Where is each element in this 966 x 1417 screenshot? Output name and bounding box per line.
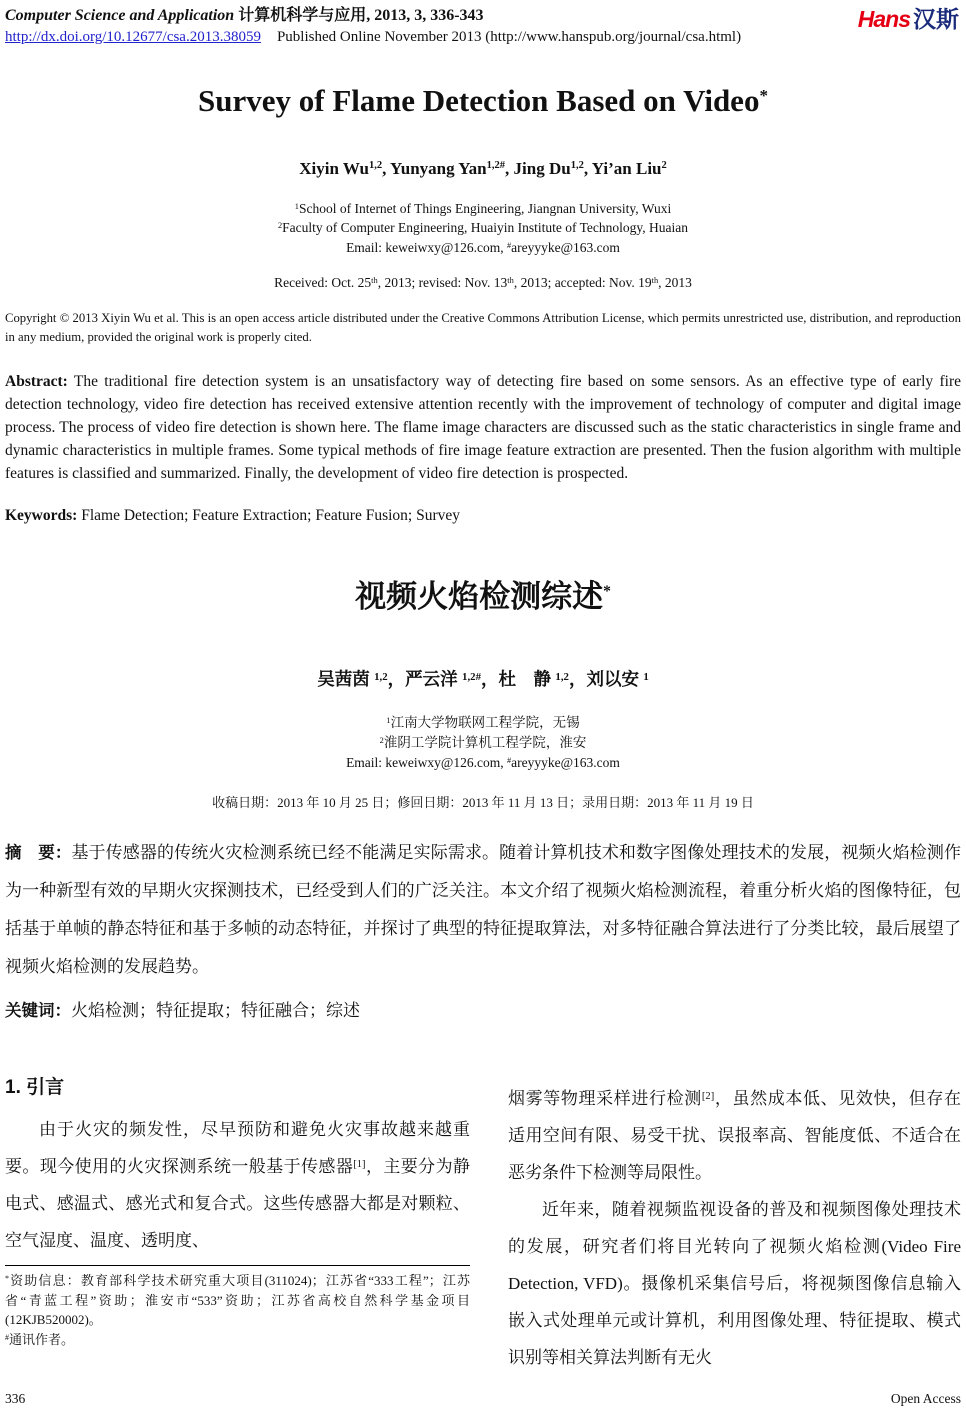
email-line-zh xyxy=(5,753,961,773)
author-en: , Jing Du xyxy=(505,158,571,178)
copyright-notice: Copyright © 2013 Xiyin Wu et al. This is an open access article distributed under the Creative Commons Attribution License, which permits unrestricted use, distribution, and reproduction in any medium, provided the original work is properly cited. xyxy=(5,311,961,345)
corr-sup: # xyxy=(5,1332,10,1342)
email-sup: # xyxy=(506,756,512,766)
author-zh: ，刘以安 xyxy=(568,669,644,690)
affiliation-line xyxy=(5,199,961,219)
open-access-label: Open Access xyxy=(890,1391,961,1406)
published-online-text: Published Online November 2013 (http://www.hanspub.org/journal/csa.html) xyxy=(276,29,742,45)
keywords-zh xyxy=(5,992,961,1030)
author-affil-sup: 1,2# xyxy=(462,670,482,683)
intro-paragraph-1 xyxy=(5,1111,470,1259)
author-affil-sup: 2 xyxy=(661,160,667,172)
author-affil-sup: 1,2 xyxy=(555,670,569,683)
funding-text: 资助信息：教育部科学技术研究重大项目(311024)；江苏省“333工程”；江苏省“青蓝工程”资助；淮安市“533”资助；江苏省高校自然科学基金项目(12KJB520002)。 xyxy=(5,1273,470,1328)
author-affil-sup: 1,2 xyxy=(374,670,388,683)
email-pre: Email: keweiwxy@126.com, xyxy=(346,755,507,771)
affil-sup: 2 xyxy=(277,221,283,231)
affil-text: 淮阴工学院计算机工程学院，淮安 xyxy=(383,735,587,751)
abstract-zh-text: 基于传感器的传统火灾检测系统已经不能满足实际需求。随着计算机技术和数字图像处理技术的发展，视频火焰检测作为一种新型有效的早期火灾探测技术，已经受到人们的广泛关注。本文介绍了视频火焰检测流程，着重分析火焰的图像特征，包括基于单帧的静态特征和基于多帧的动态特征，并探讨了典型的特征提取算法，对多特征融合算法进行了分类比较，最后展望了视频火焰检测的发展趋势。 xyxy=(5,843,961,977)
funding-info xyxy=(5,1271,470,1330)
author-affil-sup: 1 xyxy=(643,670,649,683)
hans-logo-zh: 汉斯 xyxy=(913,6,959,32)
affiliations-zh xyxy=(5,713,961,773)
right-column xyxy=(508,1070,961,1376)
page-header xyxy=(5,6,961,49)
author-affil-sup: 1,2 xyxy=(369,160,383,172)
funding-footnote xyxy=(5,1265,470,1349)
received-sup: th xyxy=(651,276,659,286)
journal-name-en: Computer Science and Application xyxy=(5,7,235,24)
abstract-zh-label: 摘 要： xyxy=(5,844,72,863)
intro-p1c-text: ，虽然成本低、见效快，但存在适用空间有限、易受干扰、误报率高、智能度低、不适合在恶劣条件下检测等局限性。 xyxy=(508,1089,962,1183)
affil-text: Faculty of Computer Engineering, Huaiyin Institute of Technology, Huaian xyxy=(282,220,689,236)
affiliations-en xyxy=(5,199,961,258)
affil-text: 江南大学物联网工程学院，无锡 xyxy=(390,715,580,731)
page-number: 336 xyxy=(5,1391,26,1406)
email-post: areyyyke@163.com xyxy=(511,755,620,771)
received-seg: , 2013 xyxy=(658,275,692,291)
author-zh: ，杜 静 xyxy=(481,669,556,690)
corr-text: 通讯作者。 xyxy=(9,1331,75,1347)
author-affil-sup: 1,2 xyxy=(570,160,584,172)
doi-line xyxy=(5,27,961,49)
hans-logo-en: Hans xyxy=(857,6,910,32)
journal-title-line xyxy=(5,6,961,26)
email-sup: # xyxy=(506,240,512,250)
keywords-label: Keywords: xyxy=(5,507,78,525)
paper-title-zh-text: 视频火焰检测综述 xyxy=(355,579,604,615)
affiliation-line xyxy=(5,218,961,238)
paper-title-en xyxy=(5,83,961,119)
section-1-heading: 1. 引言 xyxy=(5,1077,65,1099)
received-line-zh: 收稿日期：2013 年 10 月 25 日；修回日期：2013 年 11 月 13 日；录用日期：2013 年 11 月 19 日 xyxy=(212,795,754,811)
hans-publisher-logo xyxy=(858,8,959,31)
body-columns xyxy=(5,1070,961,1376)
received-seg: , 2013; accepted: Nov. 19 xyxy=(513,275,652,291)
title-zh-asterisk: * xyxy=(603,583,611,601)
affil-text: School of Internet of Things Engineering, Jiangnan University, Wuxi xyxy=(298,200,672,216)
journal-name-zh: 计算机科学与应用, 2013, 3, 336-343 xyxy=(234,7,484,24)
affil-sup: 2 xyxy=(379,736,384,746)
authors-en xyxy=(5,159,961,179)
received-line-en xyxy=(5,275,961,291)
received-seg: , 2013; revised: Nov. 13 xyxy=(377,275,508,291)
paper-title-en-text: Survey of Flame Detection Based on Video xyxy=(198,82,760,118)
author-en: , Yi’an Liu xyxy=(583,158,662,178)
intro-paragraph-2: 近年来，随着视频监视设备的普及和视频图像处理技术的发展，研究者们将目光转向了视频火焰检测(Video Fire Detection, VFD)。摄像机采集信号后，将视频图像信息输入嵌入式处理单元或计算机，利用图像处理、特征提取、模式识别等相关算法判断有无火 xyxy=(508,1200,961,1368)
received-seg: Received: Oct. 25 xyxy=(274,275,372,291)
corresponding-author-note xyxy=(5,1330,470,1350)
authors-zh xyxy=(5,666,961,691)
abstract-label: Abstract: xyxy=(5,373,68,391)
doi-link[interactable]: http://dx.doi.org/10.12677/csa.2013.38059 xyxy=(5,29,261,45)
affiliation-line-zh xyxy=(5,733,961,753)
author-zh: ，严云洋 xyxy=(387,669,463,690)
author-en: , Yunyang Yan xyxy=(382,158,487,178)
affil-sup: 1 xyxy=(386,716,391,726)
intro-p1c-text: 烟雾等物理采样进行检测 xyxy=(508,1089,702,1109)
author-en: Xiyin Wu xyxy=(299,158,369,178)
citation-ref-2: [2] xyxy=(701,1090,715,1102)
email-line xyxy=(5,238,961,258)
intro-p1-text: ，主要分为静电式、感温式、感光式和复合式。这些传感器大都是对颗粒、空气湿度、温度、透明度、 xyxy=(5,1157,471,1251)
affil-sup: 1 xyxy=(294,201,299,211)
email-pre: Email: keweiwxy@126.com, xyxy=(346,239,507,255)
page-footer xyxy=(5,1391,961,1407)
keywords-en xyxy=(5,507,961,525)
author-zh: 吴茜茵 xyxy=(317,669,375,690)
funding-sup: * xyxy=(5,1274,10,1284)
received-sup: th xyxy=(507,276,514,286)
abstract-en xyxy=(5,370,961,485)
abstract-text: The traditional fire detection system is an unsatisfactory way of detecting fire based on some sensors. As an effective type of early fire detection technology, video fire detection has received extensive attention recently with the improvement of technology of computer and digital image process. The process of video fire detection is shown here. The flame image characters are discussed such as the static characteristics in single frame and dynamic characteristics in multiple frames. Some typical methods of fire image feature extraction are presented. Then the fusion algorithm with multiple features is classified and summarized. Finally, the development of video fire detection is prospected. xyxy=(5,373,961,483)
citation-ref-1: [1] xyxy=(353,1158,366,1170)
abstract-zh xyxy=(5,834,961,986)
paper-title-zh xyxy=(5,571,961,616)
intro-paragraph-1-cont xyxy=(508,1080,961,1191)
email-post: areyyyke@163.com xyxy=(511,239,620,255)
left-column xyxy=(5,1070,470,1349)
keywords-zh-text: 火焰检测；特征提取；特征融合；综述 xyxy=(71,1001,360,1021)
keywords-zh-label: 关键词： xyxy=(5,1002,71,1021)
intro-p1-text: 由于火灾的频发性，尽早预防和避免火灾事故越来越重要。现今使用的火灾探测系统一般基于传感器 xyxy=(5,1120,470,1177)
author-affil-sup: 1,2# xyxy=(486,160,506,172)
keywords-text: Flame Detection; Feature Extraction; Feature Fusion; Survey xyxy=(77,507,460,525)
received-sup: th xyxy=(371,276,378,286)
affiliation-line-zh xyxy=(5,713,961,733)
title-asterisk: * xyxy=(759,86,768,106)
